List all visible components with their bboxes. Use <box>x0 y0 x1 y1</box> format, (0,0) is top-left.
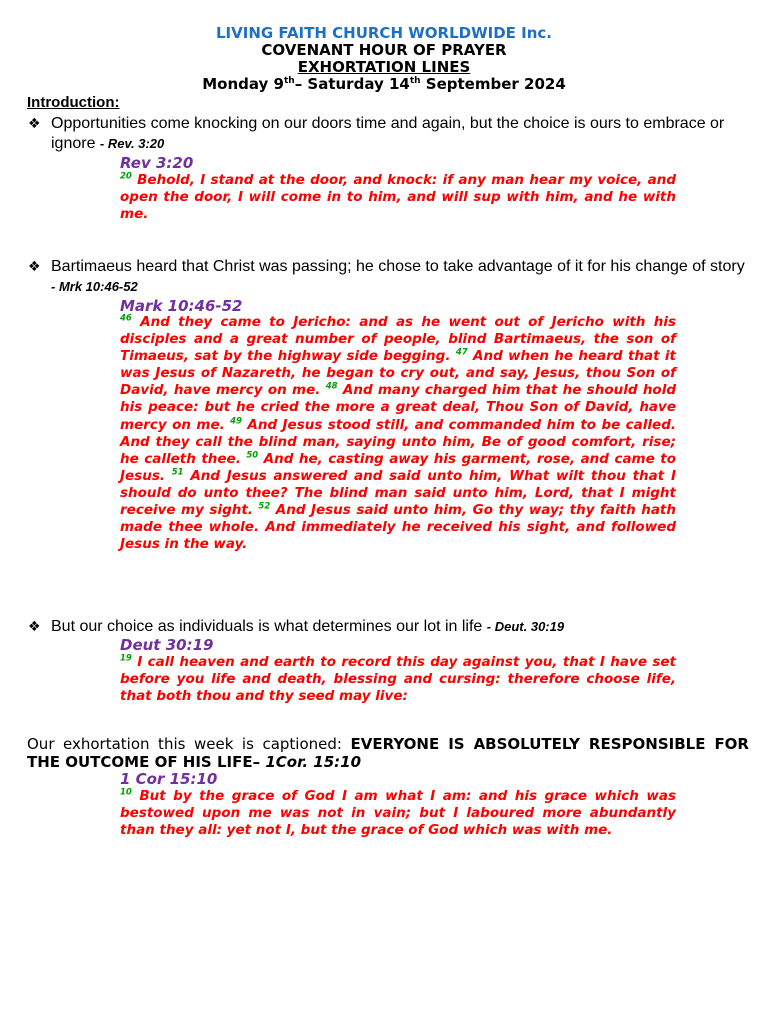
bullet-icon: ❖ <box>28 116 41 132</box>
bullet-icon: ❖ <box>28 619 41 635</box>
scripture-reference: Deut 30:19 <box>120 636 214 654</box>
verse-text: And Jesus stood still, and commanded him to be called. And they call the blind man, saying unto him, Be of good comfort, rise; he calleth thee. <box>120 416 676 467</box>
exhortation-lead: Our exhortation this week is captioned: <box>27 735 351 753</box>
verse-number: 52 <box>258 501 271 512</box>
point-reference: - Mrk 10:46-52 <box>51 279 138 294</box>
document-subtitle: EXHORTATION LINES <box>297 58 471 76</box>
verse-number: 51 <box>171 467 184 478</box>
point-text: Bartimaeus heard that Christ was passing; he chose to take advantage of it for his change of story <box>51 258 745 275</box>
date-mid: – Saturday 14 <box>294 75 410 93</box>
exhortation-caption: EVERYONE IS ABSOLUTELY RESPONSIBLE FOR THE OUTCOME OF HIS LIFE <box>27 735 749 771</box>
date-suffix-1: th <box>283 76 295 86</box>
intro-heading: Introduction: <box>27 94 120 111</box>
exhortation-reference: 1Cor. 15:10 <box>265 753 362 771</box>
verse-text: But by the grace of God I am what I am: and his grace which was bestowed upon me was not in vain; but I laboured more abundantly than they all: yet not I, but the grace of God which was with me. <box>120 788 676 839</box>
verse-text: And he, casting away his garment, rose, and came to Jesus. <box>120 450 676 484</box>
date-range <box>0 76 768 93</box>
point-2 <box>28 257 748 297</box>
scripture-reference: Mark 10:46-52 <box>120 297 243 315</box>
point-reference: - Deut. 30:19 <box>486 619 565 634</box>
verse-number: 10 <box>120 787 132 798</box>
verse-text: Behold, I stand at the door, and knock: if any man hear my voice, and open the door, I will come in to him, and will sup with him, and he with me. <box>120 172 676 223</box>
verse-number: 46 <box>120 313 132 324</box>
point-reference: - Rev. 3:20 <box>99 136 165 151</box>
point-3 <box>28 617 748 637</box>
program-title: COVENANT HOUR OF PRAYER <box>261 41 507 59</box>
point-text: But our choice as individuals is what determines our lot in life <box>51 618 487 635</box>
verse-number: 50 <box>246 450 259 461</box>
bullet-icon: ❖ <box>28 259 41 275</box>
verse-number: 19 <box>120 653 132 664</box>
point-text: Opportunities come knocking on our doors time and again, but the choice is ours to embrace or ignore <box>51 115 725 152</box>
document-header <box>0 25 768 93</box>
verse-number: 47 <box>455 347 468 358</box>
scripture-reference: 1 Cor 15:10 <box>120 770 218 788</box>
scripture-passage <box>120 172 676 223</box>
verse-number: 20 <box>120 171 132 182</box>
date-suffix-2: th <box>409 76 421 86</box>
church-name: LIVING FAITH CHURCH WORLDWIDE Inc. <box>216 24 552 42</box>
scripture-passage <box>120 788 676 839</box>
point-1 <box>28 114 748 154</box>
verse-text: And many charged him that he should hold his peace: but he cried the more a great deal, Thou Son of David, have mercy on me. <box>120 382 676 433</box>
verse-text: I call heaven and earth to record this day against you, that I have set before you life and death, blessing and cursing: therefore choose life, that both thou and thy seed may live: <box>120 654 676 705</box>
exhortation-statement <box>27 735 749 771</box>
exhortation-dash: – <box>252 753 266 771</box>
scripture-reference: Rev 3:20 <box>120 154 194 172</box>
date-start: Monday 9 <box>202 75 284 93</box>
verse-number: 49 <box>230 416 242 427</box>
verse-text: And Jesus said unto him, Go thy way; thy faith hath made thee whole. And immediately he received his sight, and followed Jesus in the way. <box>120 502 676 553</box>
scripture-passage <box>120 314 676 553</box>
verse-text: And Jesus answered and said unto him, What wilt thou that I should do unto thee? The blind man said unto him, Lord, that I might receive my sight. <box>120 467 676 519</box>
date-end: September 2024 <box>420 75 566 93</box>
verse-text: And when he heard that it was Jesus of Nazareth, he began to cry out, and say, Jesus, thou Son of David, have mercy on me. <box>120 348 676 399</box>
scripture-passage <box>120 654 676 705</box>
verse-text: And they came to Jericho: and as he went out of Jericho with his disciples and a great number of people, blind Bartimaeus, the son of Timaeus, sat by the highway side begging. <box>120 314 676 365</box>
verse-number: 48 <box>325 381 338 392</box>
